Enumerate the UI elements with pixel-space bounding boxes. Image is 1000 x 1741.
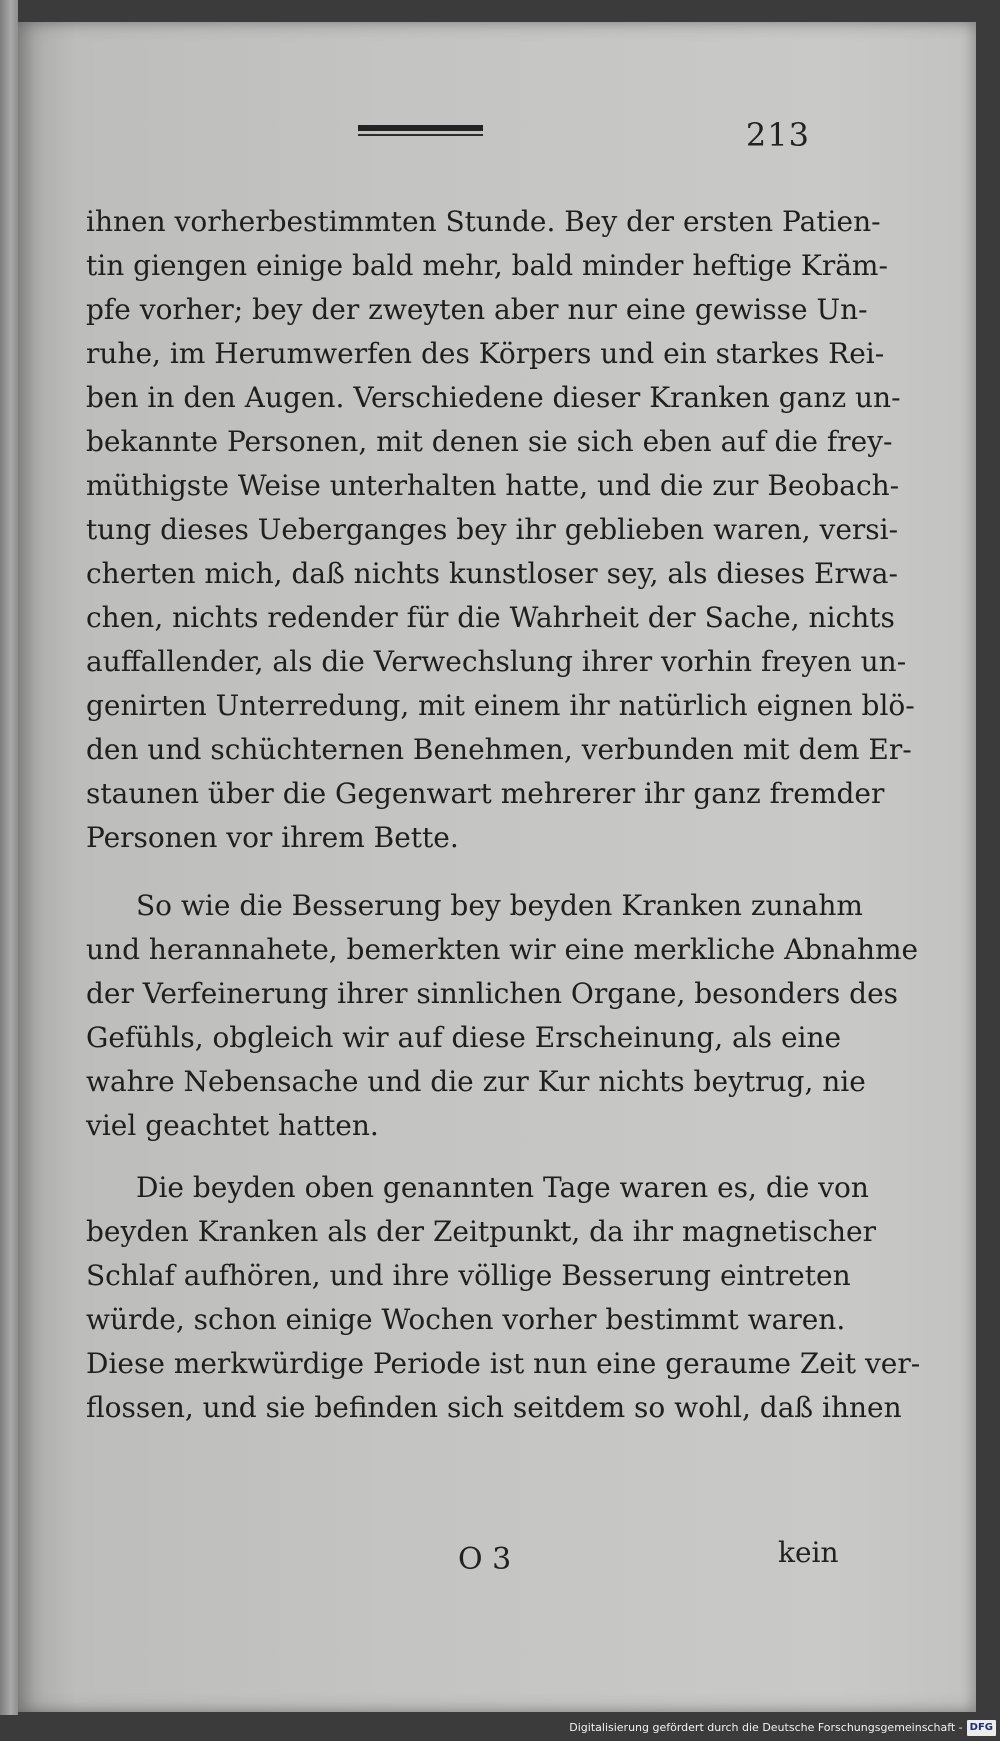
digitization-credit-text: Digitalisierung gefördert durch die Deutsche Forschungsgemeinschaft - <box>569 1721 963 1734</box>
dfg-logo-icon: DFG <box>967 1720 996 1736</box>
text-line-18: der Verfeinerung ihrer sinnlichen Organe, besonders des <box>86 977 899 1010</box>
header-rule-thick <box>358 125 483 131</box>
text-line-17: und herannahete, bemerkten wir eine merkliche Abnahme <box>86 933 919 966</box>
text-line-25: würde, schon einige Wochen vorher bestimmt waren. <box>86 1303 846 1336</box>
text-line-8: tung dieses Ueberganges bey ihr geblieben waren, versi- <box>86 513 899 546</box>
text-line-27: flossen, und sie befinden sich seitdem so wohl, daß ihnen <box>86 1391 902 1424</box>
body-text <box>86 200 921 1430</box>
text-line-4: ruhe, im Herumwerfen des Körpers und ein starkes Rei- <box>86 337 885 370</box>
digitization-credit <box>569 1719 996 1737</box>
text-line-1: ihnen vorherbestimmten Stunde. Bey der ersten Patien- <box>86 205 881 238</box>
text-line-15: Personen vor ihrem Bette. <box>86 821 459 854</box>
catchword: kein <box>778 1536 839 1569</box>
header-rule-thin <box>358 134 483 136</box>
book-spine-edge <box>0 0 18 1715</box>
text-line-13: den und schüchternen Benehmen, verbunden mit dem Er- <box>86 733 912 766</box>
header-rule <box>358 125 483 136</box>
book-page <box>18 22 976 1712</box>
text-line-21: viel geachtet hatten. <box>86 1109 379 1142</box>
text-line-16: So wie die Besserung bey beyden Kranken zunahm <box>136 889 863 922</box>
page-number: 213 <box>745 116 810 154</box>
text-line-9: cherten mich, daß nichts kunstloser sey, als dieses Erwa- <box>86 557 898 590</box>
text-line-26: Diese merkwürdige Periode ist nun eine geraume Zeit ver- <box>86 1347 921 1380</box>
text-line-10: chen, nichts redender für die Wahrheit der Sache, nichts <box>86 601 895 634</box>
paragraph-gap <box>86 860 816 884</box>
text-line-12: genirten Unterredung, mit einem ihr natürlich eignen blö- <box>86 689 915 722</box>
text-line-23: beyden Kranken als der Zeitpunkt, da ihr magnetischer <box>86 1215 876 1248</box>
text-line-3: pfe vorher; bey der zweyten aber nur eine gewisse Un- <box>86 293 868 326</box>
text-line-6: bekannte Personen, mit denen sie sich eben auf die frey- <box>86 425 893 458</box>
signature-mark: O 3 <box>458 1542 512 1577</box>
text-line-7: müthigste Weise unterhalten hatte, und die zur Beobach- <box>86 469 900 502</box>
text-line-2: tin giengen einige bald mehr, bald minder heftige Kräm- <box>86 249 888 282</box>
text-line-14: staunen über die Gegenwart mehrerer ihr ganz fremder <box>86 777 885 810</box>
text-line-11: auffallender, als die Verwechslung ihrer vorhin freyen un- <box>86 645 907 678</box>
text-line-19: Gefühls, obgleich wir auf diese Erscheinung, als eine <box>86 1021 842 1054</box>
text-line-24: Schlaf aufhören, und ihre völlige Besserung eintreten <box>86 1259 851 1292</box>
text-line-20: wahre Nebensache und die zur Kur nichts beytrug, nie <box>86 1065 866 1098</box>
text-line-22: Die beyden oben genannten Tage waren es, die von <box>136 1171 869 1204</box>
paragraph-gap <box>86 1148 816 1166</box>
text-line-5: ben in den Augen. Verschiedene dieser Kranken ganz un- <box>86 381 901 414</box>
